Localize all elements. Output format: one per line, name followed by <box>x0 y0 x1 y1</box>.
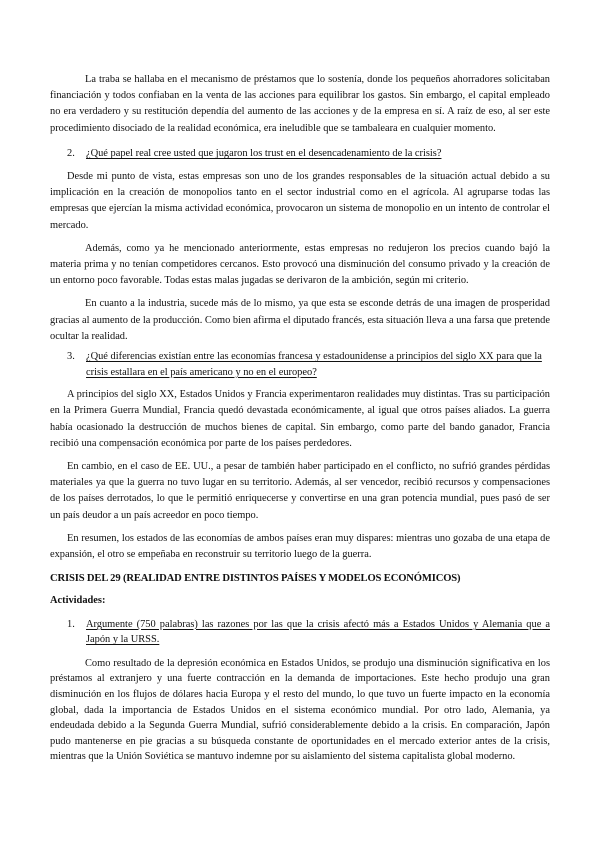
activity-1-number: 1. <box>67 618 75 630</box>
paragraph-france: A principios del siglo XX, Estados Unidos y Francia experimentaron realidades muy distintas. Tras su participación en la Primera Guerra Mundial, Francia quedó devastada económicamente, al igual que otros países aliados. La guerra había ocasionado la destrucción de muchos bienes de capital. Sin embargo, como parte del bando ganador, Francia recibió una compensación económica por parte de los países perdedores. <box>50 389 550 449</box>
paragraph-prices: Además, como ya he mencionado anteriormente, estas empresas no redujeron los precios cuando bajó la materia prima y no tenían competidores cercanos. Esto provocó una disminución del consumo privado y la creación de un entorno poco favorable. Todas estas malas jugadas se derivaron de la ambición, según mi criterio. <box>50 242 550 287</box>
question-2-text: ¿Qué papel real cree usted que jugaron los trust en el desencadenamiento de la crisis? <box>86 147 442 159</box>
document-page <box>50 72 550 765</box>
paragraph-trusts: Desde mi punto de vista, estas empresas son uno de los grandes responsables de la situación actual debido a su implicación en la creación de monopolios tanto en el sector industrial como en el agrícola. Al agruparse todas las empresas que ejercían la misma actividad económica, provocaron un sistema de monopolio en un intento de controlar el mercado. <box>50 171 550 231</box>
paragraph-industry: En cuanto a la industria, sucede más de lo mismo, ya que esta se esconde detrás de una imagen de prosperidad gracias al aumento de la producción. Como bien afirma el diputado francés, esta situación lleva a una farsa que pretende ocultar la realidad. <box>50 298 550 342</box>
paragraph-usa: En cambio, en el caso de EE. UU., a pesar de también haber participado en el conflicto, no sufrió grandes pérdidas materiales ya que la guerra no tuvo lugar en su territorio. Además, al ser vencedor, recibió recursos y compensaciones de los países derrotados, lo que le permitió enriquecerse y convertirse en una gran potencia mundial, pues pasó de ser un país deudor a un país acreedor en poco tiempo. <box>50 461 550 521</box>
activities-heading: Actividades: <box>50 595 106 607</box>
paragraph-summary: En resumen, los estados de las economías de ambos países eran muy dispares: mientras uno gozaba de una etapa de expansión, el otro se empeñaba en reconstruir su territorio luego de la guerra. <box>50 532 550 561</box>
paragraph-mechanism: La traba se hallaba en el mecanismo de préstamos que lo sostenía, donde los pequeños ahorradores solicitaban financiación y todos confiaban en la venta de las acciones para equilibrar los gastos. Sin embargo, el capital empleado no era verdadero y su restitución dependía del aumento de las acciones y de la empresa en sí. A raíz de eso, al ser este procedimiento disociado de la realidad económica, era ineludible que se tambaleara en cualquier momento. <box>50 74 550 134</box>
question-3-text: ¿Qué diferencias existían entre las economías francesa y estadounidense a principios del siglo XX para que la crisis estallara en el país americano y no en el europeo? <box>86 351 542 378</box>
paragraph-depression: Como resultado de la depresión económica en Estados Unidos, se produjo una disminución significativa en los préstamos al extranjero y una fuerte contracción en la demanda de importaciones. Este hecho produjo una gran disminución en los flujos de dólares hacia Europa y el resto del mundo, lo que tuvo un fuerte impacto en la economía global, dada la importancia de Estados Unidos en el sistema económico mundial. Por otro lado, Alemania, ya endeudada debido a la Segunda Guerra Mundial, sufrió considerablemente debido a la crisis. En comparación, Japón pudo mantenerse en pie gracias a su búsqueda constante de oportunidades en el mercado exterior antes de la crisis, mientras que la Unión Soviética se mantuvo indemne por su aislamiento del sistema capitalista global moderno. <box>50 657 550 763</box>
section-heading: CRISIS DEL 29 (REALIDAD ENTRE DISTINTOS PAÍSES Y MODELOS ECONÓMICOS) <box>50 573 461 585</box>
question-3-number: 3. <box>67 351 75 363</box>
question-2-number: 2. <box>67 147 75 159</box>
question-2 <box>50 146 550 162</box>
activity-1 <box>50 617 550 648</box>
activity-1-text: Argumente (750 palabras) las razones por las que la crisis afectó más a Estados Unidos y Alemania que a Japón y la URSS. <box>86 618 550 646</box>
question-3 <box>50 349 550 380</box>
